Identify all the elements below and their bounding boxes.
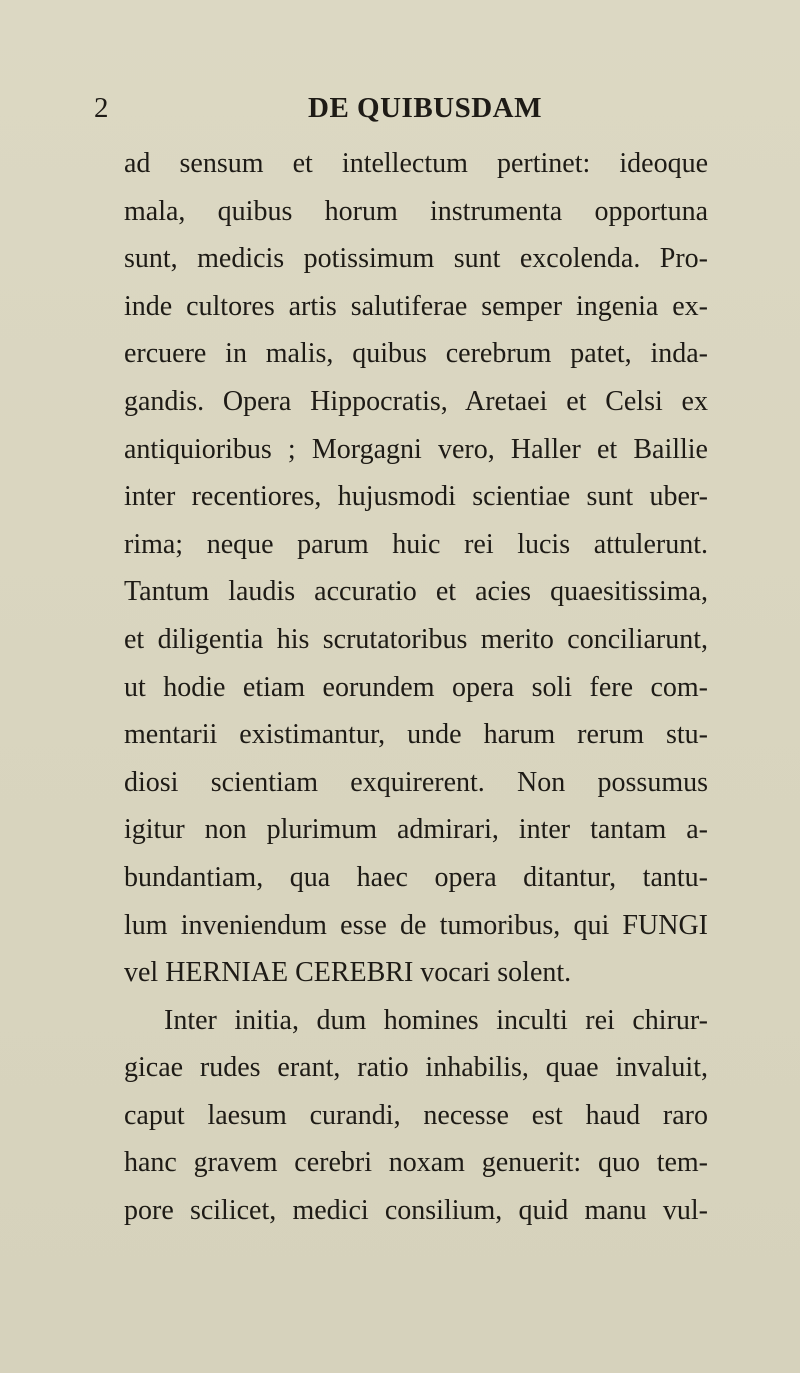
running-head <box>0 88 800 128</box>
body-text <box>124 140 708 1235</box>
header-title: DE QUIBUSDAM <box>308 92 542 124</box>
text-line: sunt, medicis potissimum sunt excolenda. Pro- <box>124 243 708 275</box>
text-line: caput laesum curandi, necesse est haud raro <box>124 1099 708 1131</box>
text-line: mentarii existimantur, unde harum rerum stu- <box>124 719 708 751</box>
text-line: gandis. Opera Hippocratis, Aretaei et Celsi ex <box>124 385 708 417</box>
page-number: 2 <box>94 92 109 124</box>
text-line: et diligentia his scrutatoribus merito conciliarunt, <box>124 623 708 655</box>
text-line: bundantiam, qua haec opera ditantur, tantu- <box>124 861 708 893</box>
text-line: antiquioribus ; Morgagni vero, Haller et Baillie <box>124 433 708 465</box>
text-line: ercuere in malis, quibus cerebrum patet, inda- <box>124 338 708 370</box>
text-line: gicae rudes erant, ratio inhabilis, quae invaluit, <box>124 1052 708 1084</box>
text-line: ad sensum et intellectum pertinet: ideoque <box>124 148 708 179</box>
text-line: hanc gravem cerebri noxam genuerit: quo tem- <box>124 1147 708 1179</box>
text-line: diosi scientiam exquirerent. Non possumus <box>124 766 708 798</box>
text-line: rima; neque parum huic rei lucis attulerunt. <box>124 528 708 560</box>
text-line: Inter initia, dum homines inculti rei chirur- <box>164 1004 708 1036</box>
text-line: mala, quibus horum instrumenta opportuna <box>124 195 708 227</box>
text-line: Tantum laudis accuratio et acies quaesitissima, <box>124 576 708 608</box>
text-line: lum inveniendum esse de tumoribus, qui FUNGI <box>124 909 708 941</box>
text-line: inter recentiores, hujusmodi scientiae sunt uber- <box>124 481 708 513</box>
text-line: ut hodie etiam eorundem opera soli fere com- <box>124 671 708 703</box>
text-line: inde cultores artis salutiferae semper ingenia ex- <box>124 290 708 322</box>
text-line: vel HERNIAE CEREBRI vocari solent. <box>124 957 572 989</box>
text-line: igitur non plurimum admirari, inter tantam a- <box>124 814 708 846</box>
text-line: pore scilicet, medici consilium, quid manu vul- <box>124 1195 708 1227</box>
